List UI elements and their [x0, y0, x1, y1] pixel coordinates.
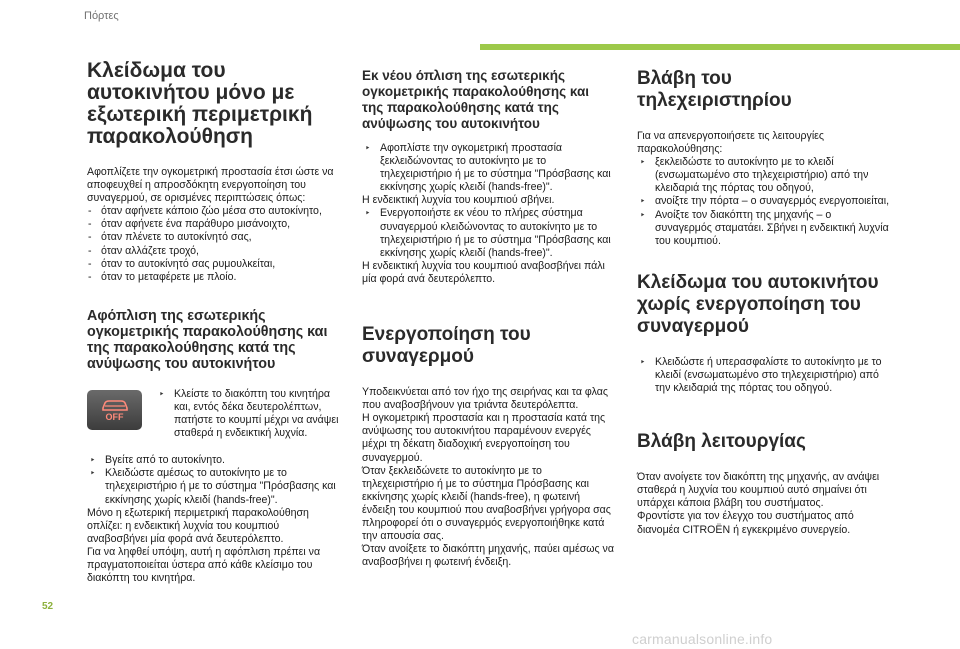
bullet-item: ‣ ανοίξτε την πόρτα – ο συναγερμός ενεργοποιείται, — [637, 195, 889, 208]
col3-malfunction-p1: Όταν ανοίγετε τον διακόπτη της μηχανής, αν ανάψει σταθερά η λυχνία του κουμπιού αυτό σημαίνει ότι υπάρχει κάποια βλάβη του συστήματος. — [637, 471, 880, 510]
bullet-item: ‣ Κλειδώστε ή υπερασφαλίστε το αυτοκίνητο με το κλειδί (ενσωματωμένο στο τηλεχειριστήριο) από την κλειδαριά της πόρτας του οδηγού. — [637, 356, 889, 395]
bullet-item: ‣ Βγείτε από το αυτοκίνητο. — [87, 454, 339, 467]
bullet-item: ‣ Αφοπλίστε την ογκομετρική προστασία ξεκλειδώνοντας το αυτοκίνητο με το τηλεχειριστήριο ή με το σύστημα "Πρόσβασης και εκκίνησης χωρίς κλειδί (hands-free)". — [362, 142, 614, 194]
col1-dash-list — [87, 205, 339, 284]
dash-item: - όταν αφήνετε ένα παράθυρο μισάνοιχτο, — [87, 218, 339, 231]
heading-lock-perimetric: Κλείδωμα του αυτοκινήτου μόνο με εξωτερική περιμετρική παρακολούθηση — [87, 59, 313, 148]
col3-malfunction-p2: Φροντίστε για τον έλεγχο του συστήματος από διανομέα CITROËN ή εγκεκριμένο συνεργείο. — [637, 510, 854, 536]
bullet-item: ‣ Ανοίξτε τον διακόπτη της μηχανής – ο συναγερμός σταματάει. Σβήνει η ενδεικτική λυχνία του κουμπιού. — [637, 209, 889, 248]
heading-malfunction: Βλάβη λειτουργίας — [637, 431, 806, 453]
col2-activation-p1: Υποδεικνύεται από τον ήχο της σειρήνας και τα φλας που αναβοσβήνουν για τριάντα δευτερόλεπτα. — [362, 386, 608, 412]
off-label: OFF — [105, 411, 124, 422]
off-button-feature — [87, 388, 339, 440]
heading-remote-failure: Βλάβη του τηλεχειριστηρίου — [637, 68, 792, 111]
alarm-off-button-icon — [87, 390, 142, 430]
dash-item: - όταν πλένετε το αυτοκίνητό σας, — [87, 231, 339, 244]
heading-rearm-volumetric: Εκ νέου όπλιση της εσωτερικής ογκομετρικής παρακολούθησης και της παρακολούθησης κατά της ανύψωσης του αυτοκινήτου — [362, 68, 590, 131]
page-number: 52 — [42, 601, 54, 612]
column-1 — [87, 60, 339, 585]
column-3 — [637, 68, 889, 537]
col2-bullets-a — [362, 142, 614, 194]
watermark: carmanualsonline.info — [632, 631, 773, 647]
heading-lock-without-alarm: Κλείδωμα του αυτοκινήτου χωρίς ενεργοποίηση του συναγερμού — [637, 271, 879, 337]
col3-bullets-2 — [637, 356, 889, 395]
bullet-item: ‣ Κλείστε το διακόπτη του κινητήρα και, εντός δέκα δευτερολέπτων, πατήστε το κουμπί μέχρι να ανάψει σταθερά η ενδεικτική λυχνία. — [156, 388, 339, 440]
col2-para1: Η ενδεικτική λυχνία του κουμπιού σβήνει. — [362, 194, 555, 207]
section-header-title: Πόρτες — [84, 10, 119, 22]
col1-para-final: Για να ληφθεί υπόψη, αυτή η αφόπλιση πρέπει να πραγματοποιείται ύστερα από κάθε κλείσιμο του διακόπτη του κινητήρα. — [87, 545, 321, 585]
col2-bullets-b — [362, 207, 614, 259]
col1-bullets — [87, 454, 339, 506]
bullet-item: ‣ Ενεργοποιήστε εκ νέου το πλήρες σύστημα συναγερμού κλειδώνοντας το αυτοκίνητο με το τηλεχειριστήριο ή με το σύστημα "Πρόσβασης και εκκίνησης χωρίς κλειδί (hands-free)". — [362, 207, 614, 259]
dash-item: - όταν αλλάζετε τροχό, — [87, 245, 339, 258]
dash-item: - όταν το μεταφέρετε με πλοίο. — [87, 271, 339, 284]
col2-activation-p2: Η ογκομετρική προστασία και η προστασία κατά της ανύψωσης του αυτοκινήτου παραμένουν ενεργές μέχρι τη δέκατη διαδοχική ενεργοποίηση του συναγερμού. — [362, 412, 606, 464]
dash-item: - όταν το αυτοκίνητό σας ρυμουλκείται, — [87, 258, 339, 271]
heading-disarm-volumetric: Αφόπλιση της εσωτερικής ογκομετρικής παρακολούθησης και της παρακολούθησης κατά της ανύψωσης του αυτοκινήτου — [87, 307, 328, 372]
heading-alarm-activation: Ενεργοποίηση του συναγερμού — [362, 324, 531, 368]
col3-bullets — [637, 156, 889, 248]
col1-para-after: Μόνο η εξωτερική περιμετρική παρακολούθηση οπλίζει: η ενδεικτική λυχνία του κουμπιού αναβοσβήνει μία φορά ανά δευτερόλεπτο. — [87, 506, 309, 545]
car-icon — [100, 398, 130, 412]
column-2 — [362, 68, 614, 569]
col2-para2: Η ενδεικτική λυχνία του κουμπιού αναβοσβήνει πάλι μία φορά ανά δευτερόλεπτο. — [362, 259, 605, 285]
col1-intro: Αφοπλίζετε την ογκομετρική προστασία έτσι ώστε να αποφευχθεί η απροσδόκητη ενεργοποίηση του συναγερμού, σε ορισμένες περιπτώσεις όπως: — [87, 166, 334, 205]
bullet-item: ‣ ξεκλειδώστε το αυτοκίνητο με το κλειδί (ενσωματωμένο στο τηλεχειριστήριο) από την κλειδαριά της πόρτας του οδηγού, — [637, 156, 889, 195]
col2-activation-p4: Όταν ανοίξετε το διακόπτη μηχανής, παύει αμέσως να αναβοσβήνει η φωτεινή ένδειξη. — [362, 543, 614, 569]
header-accent-bar — [480, 44, 960, 50]
col3-intro: Για να απενεργοποιήσετε τις λειτουργίες παρακολούθησης: — [637, 130, 824, 156]
feature-bullet-list — [156, 388, 339, 440]
col2-activation-p3: Όταν ξεκλειδώνετε το αυτοκίνητο με το τηλεχειριστήριο ή με το σύστημα Πρόσβασης και εκκίνησης χωρίς κλειδί (hands-free), η φωτεινή ένδειξη του κουμπιού που αναβοσβήνει γρήγορα σας πληροφορεί ότι ο συναγερμός ενεργοποιήθηκε κατά την απουσία σας. — [362, 464, 611, 543]
dash-item: - όταν αφήνετε κάποιο ζώο μέσα στο αυτοκίνητο, — [87, 205, 339, 218]
bullet-item: ‣ Κλειδώστε αμέσως το αυτοκίνητο με το τηλεχειριστήριο ή με το σύστημα "Πρόσβασης και εκκίνησης χωρίς κλειδί (hands-free)". — [87, 467, 339, 506]
